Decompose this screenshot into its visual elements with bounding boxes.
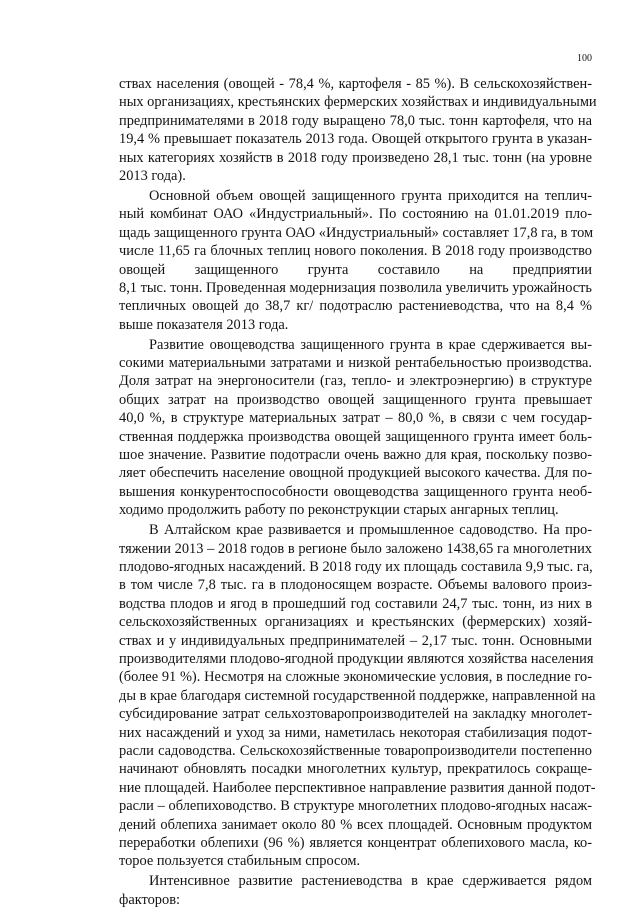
text-line: ствах населения (овощей - 78,4 %, картофеля - 85 %). В сельскохозяйствен-	[119, 76, 592, 92]
text-line: них насаждений и уход за ними, наметилась некоторая стабилизация подот-	[119, 724, 592, 741]
text-line: в том числе 7,8 тыс. га в плодоносящем возрасте. Объемы валового произ-	[119, 577, 592, 594]
text-line: расли садоводства. Сельскохозяйственные товаропроизводители постепенно	[119, 742, 592, 759]
text-line: 2013 года).	[119, 168, 186, 184]
text-line: предпринимателями в 2018 году выращено 78,0 тыс. тонн картофеля, что на	[119, 112, 592, 129]
text-line: щадь защищенного грунта ОАО «Индустриальный» составляет 17,8 га, в том	[119, 224, 594, 241]
text-line: 19,4 % превышает показатель 2013 года. Овощей открытого грунта в указан-	[119, 131, 592, 148]
text-line: ние площадей. Наиболее перспективное направление развития данной подот-	[119, 779, 596, 796]
paragraph-start-line: Интенсивное развитие растениеводства в крае сдерживается рядом	[149, 873, 592, 890]
text-line: сокими материальными затратами и низкой рентабельностью производства.	[119, 355, 592, 371]
text-line: тепличных овощей до 38,7 кг/ подотраслю растениеводства, что на 8,4 %	[119, 298, 592, 315]
page-number: 100	[577, 53, 592, 64]
text-line: ходимо продолжить работу по реконструкции старых ангарных теплиц.	[119, 502, 559, 519]
text-line: сельскохозяйственных организациях и крестьянских (фермерских) хозяй-	[119, 614, 592, 631]
text-line: 8,1 тыс. тонн. Проведенная модернизация позволила увеличить урожайность	[119, 279, 592, 296]
text-line: ляет обеспечить население овощной продукцией высокого качества. Для по-	[119, 465, 592, 482]
text-line: торое пользуется стабильным спросом.	[119, 853, 361, 870]
text-line: ный комбинат ОАО «Индустриальный». По состоянию на 01.01.2019 пло-	[119, 206, 592, 223]
text-line: расли – облепиховодство. В структуре многолетних плодово-ягодных насаж-	[119, 798, 592, 815]
text-line: ных категориях хозяйств в 2018 году произведено 28,1 тыс. тонн (на уровне	[119, 149, 592, 166]
text-line: общих затрат на производство овощей защищенного грунта превышает	[119, 391, 592, 408]
text-line: Доля затрат на энергоносители (газ, тепло- и электроэнергию) в структуре	[119, 373, 592, 390]
text-line: числе 11,65 га блочных теплиц нового поколения. В 2018 году производство	[119, 243, 592, 260]
text-line: 40,0 %, в структуре материальных затрат – 80,0 %, в связи с чем государ-	[119, 410, 592, 427]
text-line: ных организациях, крестьянских фермерских хозяйствах и индивидуальными	[119, 94, 597, 111]
text-line: переработки облепихи (96 %) является концентрат облепихового масла, ко-	[119, 834, 592, 851]
text-line: факторов:	[119, 891, 180, 908]
text-line: ствах и у индивидуальных предпринимателей – 2,17 тыс. тонн. Основными	[119, 632, 592, 649]
text-line: ды в крае благодаря системной государственной поддержке, направленной на	[119, 687, 596, 704]
text-line: плодово-ягодных насаждений. В 2018 году их площадь составила 9,9 тыс. га,	[119, 558, 593, 575]
text-line: (более 91 %). Несмотря на сложные экономические условия, в последние го-	[119, 669, 592, 686]
text-line: водства плодов и ягод в прошедший год составили 24,7 тыс. тонн, из них в	[119, 595, 592, 612]
text-line: шое значение. Развитие подотрасли очень важно для края, поскольку позво-	[119, 447, 592, 463]
text-line: ственная поддержка производства овощей защищенного грунта имеет боль-	[119, 428, 592, 445]
text-line: вышения конкурентоспособности овощеводства защищенного грунта необ-	[119, 483, 592, 500]
text-line: тяжении 2013 – 2018 годов в регионе было заложено 1438,65 га многолетних	[119, 540, 592, 557]
paragraph-start-line: Развитие овощеводства защищенного грунта в крае сдерживается вы-	[149, 336, 592, 353]
text-line: производителями плодово-ягодной продукции являются хозяйства населения	[119, 650, 594, 667]
text-line: овощей защищенного грунта составило на предприятии	[119, 261, 592, 278]
paragraph-start-line: В Алтайском крае развивается и промышленное садоводство. На про-	[149, 522, 592, 539]
text-line: субсидирование затрат сельхозтоваропроизводителей на закладку многолет-	[119, 706, 592, 723]
text-line: дений облепиха занимает около 80 % всех площадей. Основным продуктом	[119, 816, 592, 833]
paragraph-start-line: Основной объем овощей защищенного грунта приходится на теплич-	[149, 187, 592, 204]
text-line: выше показателя 2013 года.	[119, 316, 289, 333]
text-line: начинают обновлять посадки многолетних культур, прекратилось сокраще-	[119, 761, 592, 778]
